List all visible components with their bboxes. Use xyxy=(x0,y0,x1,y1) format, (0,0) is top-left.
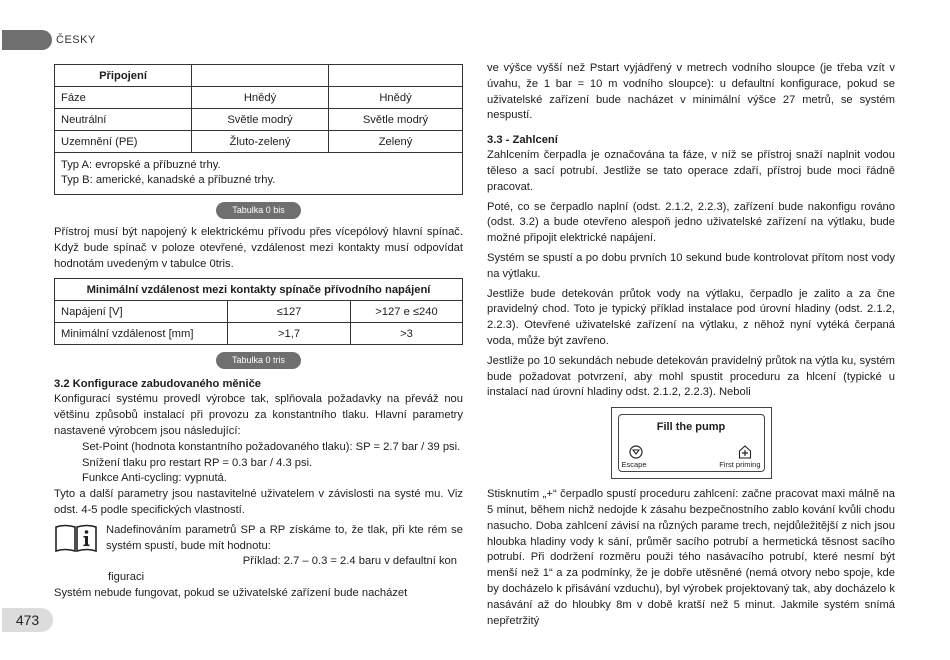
paragraph: Systém se spustí a po dobu prvních 10 sekund bude kontrolovat přítom nost vody na výtlaku. xyxy=(487,251,895,280)
paragraph: Konfigurací systému provedl výrobce tak, splňovala požadavky na převáž nou většinu způsobů instalací při provozu za konstantního tlaku. Hlavní parametry nastavené výrobcem jsou následující: xyxy=(54,393,463,437)
table-row xyxy=(55,301,463,323)
language-tab-marker xyxy=(2,30,52,50)
display-escape-label: Escape xyxy=(621,460,647,470)
table-header-cell xyxy=(329,65,463,87)
info-book-icon xyxy=(54,524,98,552)
parameter-item: Snížení tlaku pro restart RP = 0.3 bar / 4.3 psi. xyxy=(82,456,313,469)
table-cell: >1,7 xyxy=(228,323,351,345)
page-number: 473 xyxy=(2,608,53,632)
table-row xyxy=(55,87,463,109)
distance-table xyxy=(54,278,463,345)
table-cell: >127 e ≤240 xyxy=(351,301,463,323)
table-cell: Uzemnění (PE) xyxy=(55,131,192,153)
section-heading: 3.2 Konfigurace zabudovaného měniče xyxy=(54,378,262,391)
table-header-row xyxy=(55,279,463,301)
display-screen xyxy=(618,414,765,472)
left-column xyxy=(54,64,463,602)
table-caption-badge: Tabulka 0 bis xyxy=(216,202,301,219)
table-cell: >3 xyxy=(351,323,463,345)
table-header-cell xyxy=(192,65,329,87)
table-cell: Žluto-zelený xyxy=(192,131,329,153)
table-cell: ≤127 xyxy=(228,301,351,323)
plus-icon xyxy=(738,445,752,459)
table-cell: Světle modrý xyxy=(329,109,463,131)
table-cell: Hnědý xyxy=(192,87,329,109)
pump-display-figure xyxy=(611,407,772,479)
table-header-cell: Připojení xyxy=(55,65,192,87)
table-row xyxy=(55,109,463,131)
section-heading: 3.3 - Zahlcení xyxy=(487,134,558,147)
table-row xyxy=(55,131,463,153)
info-text: Nadefinováním parametrů SP a RP získáme to, že tlak, při kte rém se systém spustí, bude mít hodnotu: xyxy=(106,523,463,552)
table-row xyxy=(55,323,463,345)
paragraph: Jestliže bude detekován průtok vody na výtlaku, čerpadlo je zalito a za čne pravidelný chod. Toto je typický příklad instalace pod úrovní hladiny (odst. 2.1.2, 2.2.3). Otevřené uživatelské zařízení na výtlaku, z něhož nyní vytéká čerpaná voda, může být zavřeno. xyxy=(487,287,895,347)
info-note xyxy=(54,523,463,555)
table-cell: Neutrální xyxy=(55,109,192,131)
paragraph: Stisknutím „+“ čerpadlo spustí proceduru zahlcení: začne pracovat maxi málně na 5 minut, během nichž nedojde k zásahu bezpečnostního zablo kování kvůli chodu nasucho. Doba zahlcení závisí na různých parame trech, nejdůležitější z nich jsou hloubka hladiny vody k sání, průměr sacího potrubí a hermetická těsnost sacího potrubí. Při dodržení rozměru použi tého nasávacího potrubí, které nesmí být menší než 1“ a za podmínky, že je dobře utěsněné (nemá otvory nebo spoje, kde by docházelo k přisávání vzduchu), byl výrobek projektovaný tak, aby docházelo k nasávání až do hloubky 8m v době kratší než 5 minut. Jakmile systém snímá nepřetržitý xyxy=(487,488,895,627)
chevron-down-icon xyxy=(629,445,643,459)
paragraph: Jestliže po 10 sekundách nebude detekován pravidelný průtok na výtla ku, systém bude požadovat potvrzení, aby mohl spustit proceduru za hlcení (typické u instalací nad úrovní hladiny odst. 2.1.2, 2.2.3). Neboli xyxy=(487,354,895,399)
display-title: Fill the pump xyxy=(656,421,726,434)
table-cell: Minimální vzdálenost [mm] xyxy=(55,323,228,345)
parameter-item: Set-Point (hodnota konstantního požadovaného tlaku): SP = 2.7 bar / 39 psi. xyxy=(82,440,461,453)
table-cell: Hnědý xyxy=(329,87,463,109)
right-column xyxy=(487,61,895,629)
note-line: Typ B: americké, kanadské a příbuzné trhy. xyxy=(61,174,276,186)
paragraph: Tyto a další parametry jsou nastavitelné uživatelem v závislosti na systé mu. Viz odst. 4-5 podle specifických vlastností. xyxy=(54,488,463,516)
note-line: Typ A: evropské a příbuzné trhy. xyxy=(61,159,221,171)
table-title: Minimální vzdálenost mezi kontakty spínače přívodního napájení xyxy=(55,279,463,301)
table-header-row xyxy=(55,65,463,87)
paragraph: Systém nebude fungovat, pokud se uživatelské zařízení bude nacházet xyxy=(54,586,408,599)
language-label: ČESKY xyxy=(56,34,96,46)
table-note xyxy=(55,153,463,195)
table-cell: Fáze xyxy=(55,87,192,109)
example-formula: Příklad: 2.7 – 0.3 = 2.4 baru v defaultní kon xyxy=(242,555,457,568)
table-note-row xyxy=(55,153,463,195)
paragraph: Zahlcením čerpadla je označována ta fáze, v níž se přístroj snaží naplnit vodou těleso a sací potrubí. Jestliže se tato operace zdaří, přístroj bude moci řádně pracovat. xyxy=(487,149,895,193)
table-caption-badge: Tabulka 0 tris xyxy=(216,352,301,369)
table-cell: Zelený xyxy=(329,131,463,153)
table-cell: Světle modrý xyxy=(192,109,329,131)
paragraph: Poté, co se čerpadlo naplní (odst. 2.1.2, 2.2.3), zařízení bude nakonfigu rováno (odst. 3.2) a bude otevřeno alespoň jedno uživatelské zařízení na výtlaku, bude možné připojit elektrické napájení. xyxy=(487,200,895,245)
connection-table xyxy=(54,64,463,195)
paragraph: Přístroj musí být napojený k elektrickému přívodu přes vícepólový hlavní spínač. Když bude spínač v poloze otevřené, vzdálenost mezi kontakty musí odpovídat hodnotám uvedeným v tabulce 0tris. xyxy=(54,226,463,270)
display-first-priming-label: First priming xyxy=(719,460,761,470)
example-continuation: figuraci xyxy=(108,571,145,584)
table-cell: Napájení [V] xyxy=(55,301,228,323)
paragraph: ve výšce vyšší než Pstart vyjádřený v metrech vodního sloupce (je třeba vzít v úvahu, že 1 bar = 10 m vodního sloupce): u defaultní konfigurace, pokud se uživatelské zařízení bude nacházet v minimální výšce 27 metrů, se systém nespustí. xyxy=(487,62,895,122)
parameter-item: Funkce Anti-cycling: vypnutá. xyxy=(82,472,227,485)
